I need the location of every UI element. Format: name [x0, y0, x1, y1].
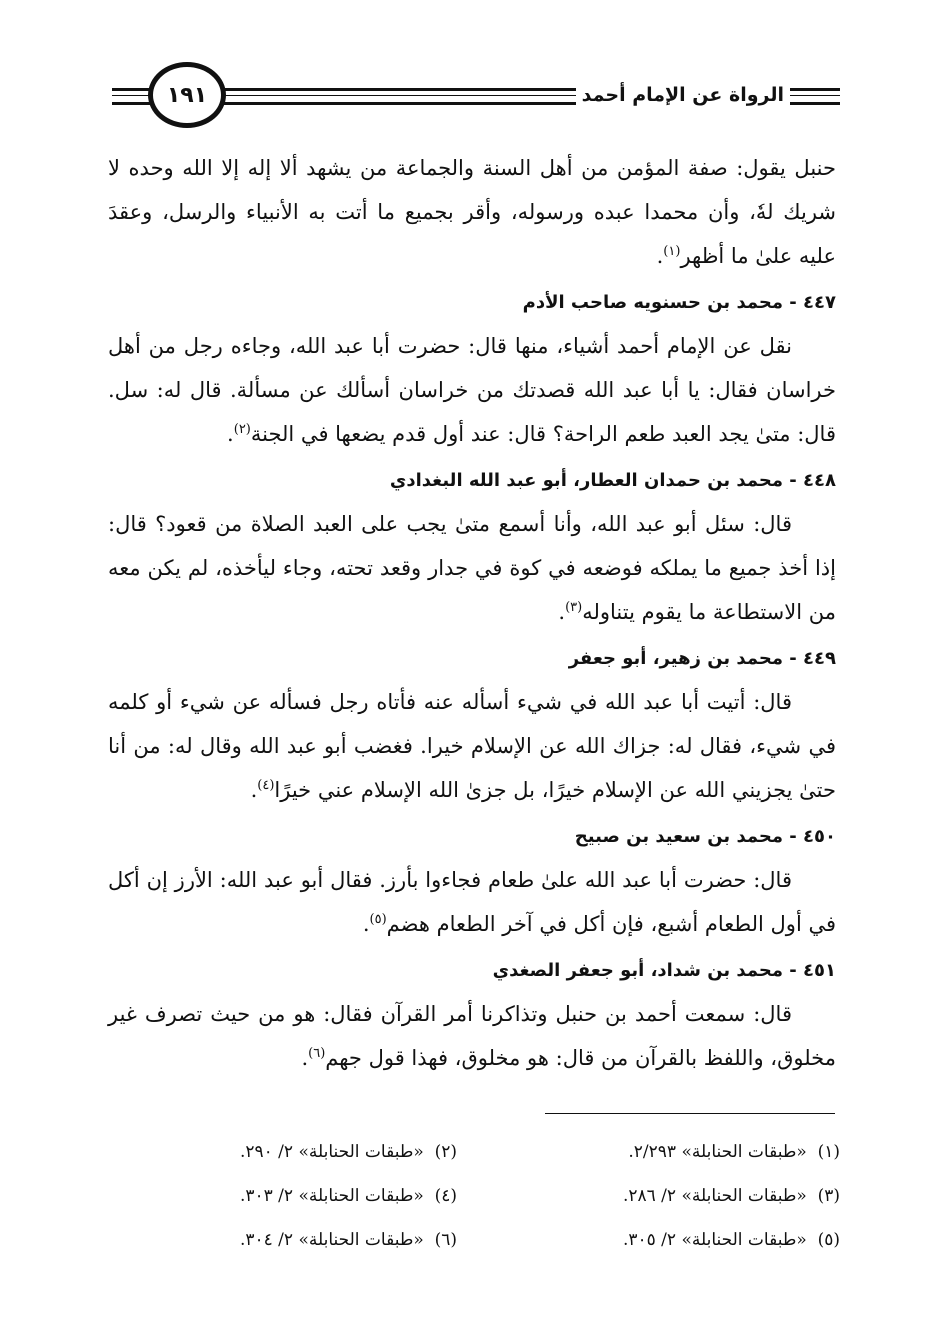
footnote-number: (٢)	[434, 1142, 457, 1162]
entry-heading: ٤٥٠ - محمد بن سعيد بن صبيح	[574, 826, 836, 847]
entry-heading: ٤٥١ - محمد بن شداد، أبو جعفر الصغدي	[492, 960, 836, 981]
entry-paragraph: قال: سمعت أحمد بن حنبل وتذاكرنا أمر القرآن فقال: هو من حيث تصرف غير مخلوق، واللفظ بالقرآن من قال: هو مخلوق، فهذا قول جهم$^{(٦)}$.	[108, 1002, 836, 1070]
entry-heading: ٤٤٧ - محمد بن حسنويه صاحب الأدم	[522, 292, 836, 313]
entry-paragraph: نقل عن الإمام أحمد أشياء، منها قال: حضرت أبا عبد الله، وجاءه رجل من أهل خراسان فقال: يا أبا عبد الله قصدتك من خراسان أسألك عن مسألة. قال له: سل. قال: متىٰ يجد العبد طعم الراحة؟ قال: عند أول قدم يضعها في الجنة$^{(٢)}$.	[108, 334, 836, 446]
entry-text: قال: أتيت أبا عبد الله في شيء أسأله عنه فأتاه رجل فسأله عن شيء أو كلمه في شيء، فقال له: جزاك الله عن الإسلام خيرا. فغضب أبو عبد الله وقال له: من أنا حتىٰ يجزيني الله عن الإسلام خيرًا، بل جزىٰ الله الإسلام عني خيرًا	[108, 690, 836, 802]
footnote-text: «طبقات الحنابلة» ٢/ ٣٠٣.	[239, 1186, 424, 1206]
footnote	[130, 1230, 485, 1250]
footnote-text: «طبقات الحنابلة» ٢/٢٩٣.	[628, 1142, 807, 1162]
entry-text: قال: سئل أبو عبد الله، وأنا أسمع متىٰ يجب على العبد الصلاة من قعود؟ قال: إذا أخذ جميع ما يملكه فوضعه في كوة في جدار وقعد تحته، وجاء ليأخذه، لم يكن معه من الاستطاعة ما يقوم يتناوله	[108, 512, 836, 624]
footnote-number: (٦)	[434, 1230, 457, 1250]
footnote-number: (٥)	[817, 1230, 840, 1250]
footnote-ref: (٤)	[257, 778, 275, 793]
footnote	[485, 1186, 840, 1206]
entry-paragraph: قال: أتيت أبا عبد الله في شيء أسأله عنه فأتاه رجل فسأله عن شيء أو كلمه في شيء، فقال له: جزاك الله عن الإسلام خيرا. فغضب أبو عبد الله وقال له: من أنا حتىٰ يجزيني الله عن الإسلام خيرًا، بل جزىٰ الله الإسلام عني خيرًا$^{(٤)}$.	[108, 690, 836, 802]
footnote-ref: (٣)	[565, 600, 583, 615]
footnote-row	[130, 1218, 840, 1262]
entry-paragraph: قال: سئل أبو عبد الله، وأنا أسمع متىٰ يجب على العبد الصلاة من قعود؟ قال: إذا أخذ جميع ما يملكه فوضعه في كوة في جدار وقعد تحته، وجاء ليأخذه، لم يكن معه من الاستطاعة ما يقوم يتناوله$^{(٣)}$.	[108, 512, 836, 624]
entry-text: قال: سمعت أحمد بن حنبل وتذاكرنا أمر القرآن فقال: هو من حيث تصرف غير مخلوق، واللفظ بالقرآن من قال: هو مخلوق، فهذا قول جهم	[108, 1002, 836, 1070]
footnote-ref: (٥)	[369, 912, 387, 927]
footnote-text: «طبقات الحنابلة» ٢/ ٣٠٤.	[239, 1230, 424, 1250]
footnote-row	[130, 1174, 840, 1218]
entry-text: نقل عن الإمام أحمد أشياء، منها قال: حضرت أبا عبد الله، وجاءه رجل من أهل خراسان فقال: يا أبا عبد الله قصدتك من خراسان أسألك عن مسألة. قال له: سل. قال: متىٰ يجد العبد طعم الراحة؟ قال: عند أول قدم يضعها في الجنة	[108, 334, 836, 446]
footnote-text: «طبقات الحنابلة» ٢/ ٢٨٦.	[622, 1186, 807, 1206]
entry-heading: ٤٤٨ - محمد بن حمدان العطار، أبو عبد الله البغدادي	[389, 470, 836, 491]
page-number-circle	[148, 62, 226, 128]
footnote-ref: (١)	[663, 244, 681, 259]
intro-text: حنبل يقول: صفة المؤمن من أهل السنة والجماعة من يشهد ألا إله إلا الله وحده لا شريك لهٗ، وأن محمدا عبده ورسوله، وأقر بجميع ما أتت به الأنبياء والرسل، وعقدَ عليه علىٰ ما أظهر	[108, 156, 836, 268]
footnote-separator	[545, 1113, 835, 1114]
footnote-row	[130, 1130, 840, 1174]
main-content	[108, 146, 836, 1080]
footnote	[485, 1230, 840, 1250]
footnote-ref: (٢)	[233, 422, 251, 437]
footnote-text: «طبقات الحنابلة» ٢/ ٣٠٥.	[622, 1230, 807, 1250]
footnote	[485, 1142, 840, 1162]
footnote-ref: (٦)	[308, 1046, 326, 1061]
footnotes	[130, 1130, 840, 1262]
footnote-number: (٤)	[434, 1186, 457, 1206]
entry-heading: ٤٤٩ - محمد بن زهير، أبو جعفر	[568, 648, 836, 669]
footnote	[130, 1142, 485, 1162]
footnote-number: (١)	[817, 1142, 840, 1162]
entry-paragraph: قال: حضرت أبا عبد الله علىٰ طعام فجاءوا بأرز. فقال أبو عبد الله: الأرز إن أكل في أول الطعام أشبع، فإن أكل في آخر الطعام هضم$^{(٥)}$.	[108, 868, 836, 936]
entry-text: قال: حضرت أبا عبد الله علىٰ طعام فجاءوا بأرز. فقال أبو عبد الله: الأرز إن أكل في أول الطعام أشبع، فإن أكل في آخر الطعام هضم	[108, 868, 836, 936]
running-title: الرواة عن الإمام أحمد	[576, 84, 790, 106]
intro-paragraph: حنبل يقول: صفة المؤمن من أهل السنة والجماعة من يشهد ألا إله إلا الله وحده لا شريك لهٗ، وأن محمدا عبده ورسوله، وأقر بجميع ما أتت به الأنبياء والرسل، وعقدَ عليه علىٰ ما أظهر$^{(١)}$.	[108, 156, 836, 268]
footnote	[130, 1186, 485, 1206]
page-header	[112, 62, 840, 132]
page-number: ١٩١	[166, 82, 208, 108]
footnote-text: «طبقات الحنابلة» ٢/ ٢٩٠.	[239, 1142, 424, 1162]
footnote-number: (٣)	[817, 1186, 840, 1206]
